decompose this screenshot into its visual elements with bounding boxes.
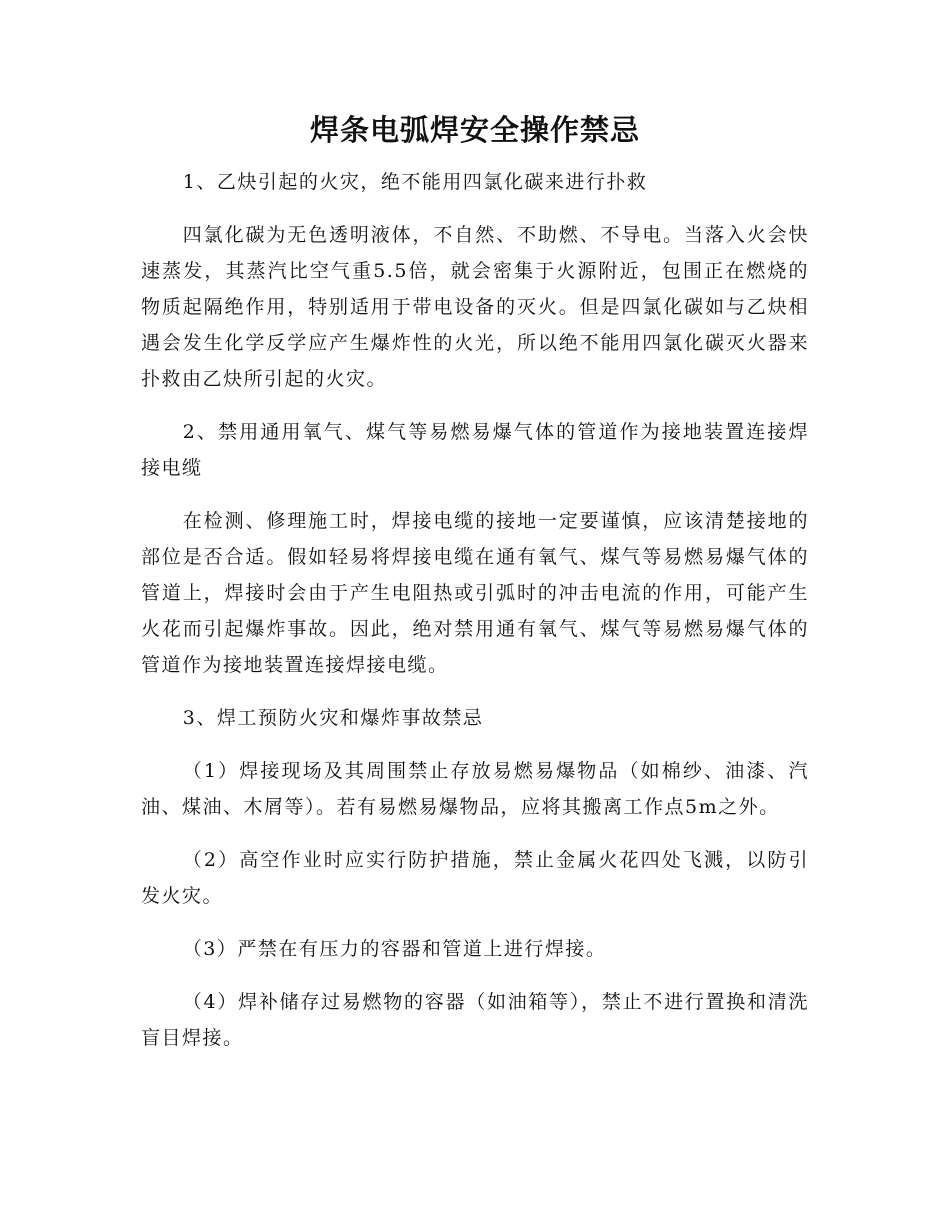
section-heading-3: 3、焊工预防火灾和爆炸事故禁忌 [182,707,484,729]
paragraph: 在检测、修理施工时，焊接电缆的接地一定要谨慎，应该清楚接地的部位是否合适。假如轻易将焊接电缆在通有氧气、煤气等易燃易爆气体的管道上，焊接时会由于产生电阻热或引弧时的冲击电流的作用，可能产生火花而引起爆炸事故。因此，绝对禁用通有氧气、煤气等易燃易爆气体的管道作为接地装置连接焊接电缆。 [141,510,809,676]
document-title: 焊条电弧焊安全操作禁忌 [309,113,640,147]
list-item: （1）焊接现场及其周围禁止存放易燃易爆物品（如棉纱、油漆、汽油、煤油、木屑等）。若有易燃易爆物品，应将其搬离工作点5m之外。 [141,760,809,818]
section-heading-2: 2、禁用通用氧气、煤气等易燃易爆气体的管道作为接地装置连接焊接电缆 [141,421,809,479]
section-heading-1: 1、乙炔引起的火灾，绝不能用四氯化碳来进行扑救 [182,171,648,193]
paragraph: 四氯化碳为无色透明液体，不自然、不助燃、不导电。当落入火会快速蒸发，其蒸汽比空气重5.5倍，就会密集于火源附近，包围正在燃烧的物质起隔绝作用，特别适用于带电设备的灭火。但是四氯化碳如与乙炔相遇会发生化学反学应产生爆炸性的火光，所以绝不能用四氯化碳灭火器来扑救由乙炔所引起的火灾。 [141,224,809,390]
list-item: （4）焊补储存过易燃物的容器（如油箱等），禁止不进行置换和清洗盲目焊接。 [141,991,809,1049]
list-item: （2）高空作业时应实行防护措施，禁止金属火花四处飞溅，以防引发火灾。 [141,849,809,907]
list-item: （3）严禁在有压力的容器和管道上进行焊接。 [182,938,607,960]
document-body [141,164,809,1073]
